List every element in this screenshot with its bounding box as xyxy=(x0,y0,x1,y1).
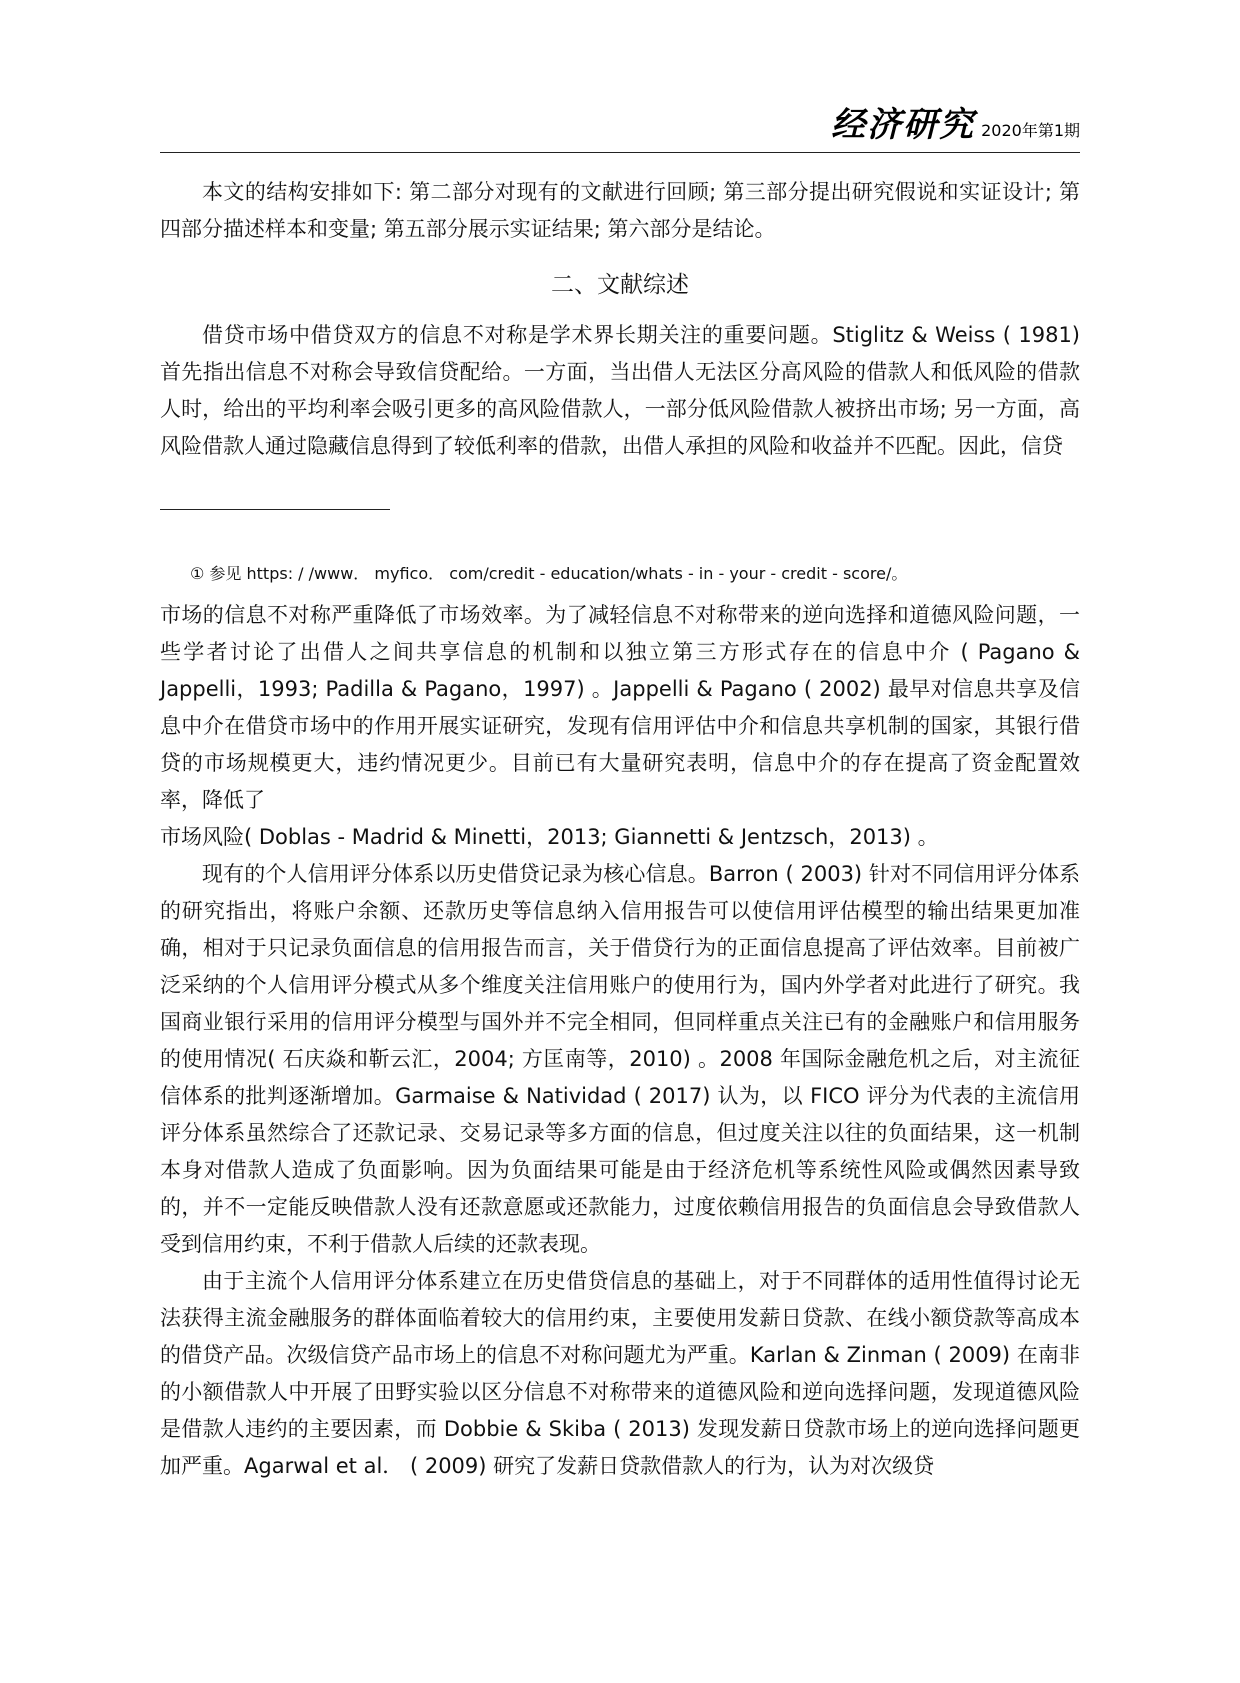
literature-block-2 xyxy=(160,597,1080,1485)
footnote: ① 参见 https: / /www． myfico． com/credit - education/whats - in - your - credit - score/。 xyxy=(190,564,908,583)
lit-paragraph-2: 现有的个人信用评分体系以历史借贷记录为核心信息。Barron ( 2003) 针对不同信用评分体系的研究指出，将账户余额、还款历史等信息纳入信用报告可以使信用评估模型的输出结果更加准确，相对于只记录负面信息的信用报告而言，关于借贷行为的正面信息提高了评估效率。目前被广泛采纳的个人信用评分模式从多个维度关注信用账户的使用行为，国内外学者对此进行了研究。我国商业银行采用的信用评分模型与国外并不完全相同，但同样重点关注已有的金融账户和信用服务的使用情况( 石庆焱和靳云汇，2004; 方匡南等，2010) 。2008 年国际金融危机之后，对主流征信体系的批判逐渐增加。Garmaise & Natividad ( 2017) 认为，以 FICO 评分为代表的主流信用评分体系虽然综合了还款记录、交易记录等多方面的信息，但过度关注以往的负面结果，这一机制本身对借款人造成了负面影响。因为负面结果可能是由于经济危机等系统性风险或偶然因素导致的，并不一定能反映借款人没有还款意愿或还款能力，过度依赖信用报告的负面信息会导致借款人受到信用约束，不利于借款人后续的还款表现。 xyxy=(160,862,1080,1256)
lit-paragraph-1-start: 借贷市场中借贷双方的信息不对称是学术界长期关注的重要问题。Stiglitz & Weiss ( 1981) 首先指出信息不对称会导致信贷配给。一方面，当出借人无法区分高风险的借款人和低风险的借款人时，给出的平均利率会吸引更多的高风险借款人，一部分低风险借款人被挤出市场; 另一方面，高风险借款人通过隐藏信息得到了较低利率的借款，出借人承担的风险和收益并不匹配。因此，信贷 xyxy=(160,323,1080,458)
paper-page xyxy=(160,0,1080,1683)
structure-paragraph: 本文的结构安排如下: 第二部分对现有的文献进行回顾; 第三部分提出研究假说和实证设计; 第四部分描述样本和变量; 第五部分展示实证结果; 第六部分是结论。 xyxy=(160,180,1080,241)
literature-block-1 xyxy=(160,317,1080,465)
issue-label: 2020年第1期 xyxy=(981,121,1080,140)
lit-paragraph-3: 由于主流个人信用评分体系建立在历史借贷信息的基础上，对于不同群体的适用性值得讨论无法获得主流金融服务的群体面临着较大的信用约束，主要使用发薪日贷款、在线小额贷款等高成本的借贷产品。次级信贷产品市场上的信息不对称问题尤为严重。Karlan & Zinman ( 2009) 在南非的小额借款人中开展了田野实验以区分信息不对称带来的道德风险和逆向选择问题，发现道德风险是借款人违约的主要因素，而 Dobbie & Skiba ( 2013) 发现发薪日贷款市场上的逆向选择问题更加严重。Agarwal et al． ( 2009) 研究了发薪日贷款借款人的行为，认为对次级贷 xyxy=(160,1269,1080,1478)
section-heading: 二、文献综述 xyxy=(551,272,689,298)
footnote-rule xyxy=(160,509,390,510)
page-header xyxy=(160,105,1080,153)
lit-paragraph-1-tail: 市场风险( Doblas - Madrid & Minetti，2013; Giannetti & Jentzsch，2013) 。 xyxy=(160,825,939,849)
section-heading-wrap xyxy=(160,266,1080,299)
intro-block xyxy=(160,174,1080,248)
journal-logo: 经济研究 xyxy=(831,105,976,145)
journal-masthead xyxy=(831,97,1080,146)
lit-paragraph-1-cont: 市场的信息不对称严重降低了市场效率。为了减轻信息不对称带来的逆向选择和道德风险问题，一些学者讨论了出借人之间共享信息的机制和以独立第三方形式存在的信息中介 ( Pagano & Jappelli，1993; Padilla & Pagano，1997) 。Jappelli & Pagano ( 2002) 最早对信息共享及信息中介在借贷市场中的作用开展实证研究，发现有信用评估中介和信息共享机制的国家，其银行借贷的市场规模更大，违约情况更少。目前已有大量研究表明，信息中介的存在提高了资金配置效率，降低了 xyxy=(160,603,1080,812)
